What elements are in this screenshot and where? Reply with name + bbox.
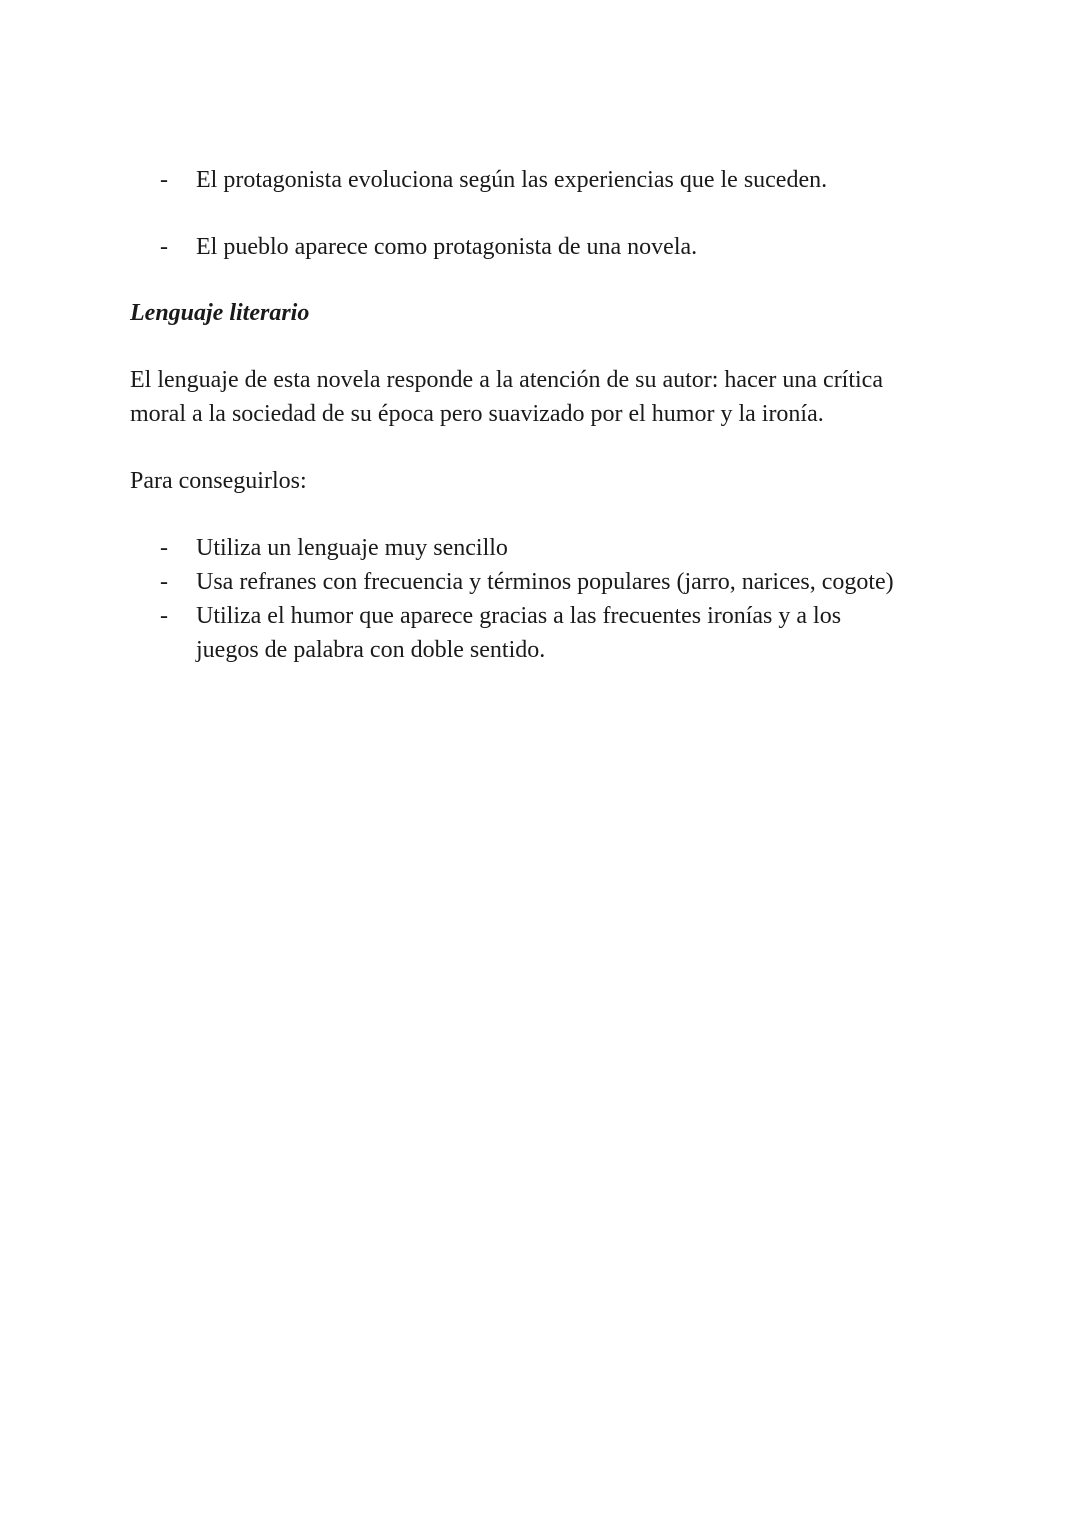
list-item <box>0 599 956 667</box>
list-item <box>0 565 956 599</box>
list-bullet: - <box>160 234 168 260</box>
list-item-text: El pueblo aparece como protagonista de una novela. <box>196 234 698 260</box>
list-bullet: - <box>160 535 168 561</box>
top-bullet-list <box>0 163 956 197</box>
list-item <box>0 163 956 197</box>
list-bullet: - <box>160 167 168 193</box>
list-item-text: Utiliza un lenguaje muy sencillo <box>196 535 508 561</box>
list-item-text: El protagonista evoluciona según las experiencias que le suceden. <box>196 167 828 193</box>
intro-text: Para conseguirlos: <box>130 468 307 494</box>
list-item-text: juegos de palabra con doble sentido. <box>196 637 546 663</box>
section-heading: Lenguaje literario <box>130 300 310 326</box>
list-bullet: - <box>160 569 168 595</box>
list-item-text: Utiliza el humor que aparece gracias a las frecuentes ironías y a los <box>196 603 842 629</box>
top-bullet-list-2 <box>0 230 956 264</box>
paragraph-line: moral a la sociedad de su época pero suavizado por el humor y la ironía. <box>130 401 824 427</box>
list-item-text: Usa refranes con frecuencia y términos populares (jarro, narices, cogote) <box>196 569 894 595</box>
paragraph-line: El lenguaje de esta novela responde a la atención de su autor: hacer una crítica <box>130 367 883 393</box>
list-item <box>0 531 956 565</box>
bottom-bullet-list <box>0 531 956 667</box>
list-bullet: - <box>160 603 168 629</box>
list-item <box>0 230 956 264</box>
body-paragraph <box>130 363 950 431</box>
